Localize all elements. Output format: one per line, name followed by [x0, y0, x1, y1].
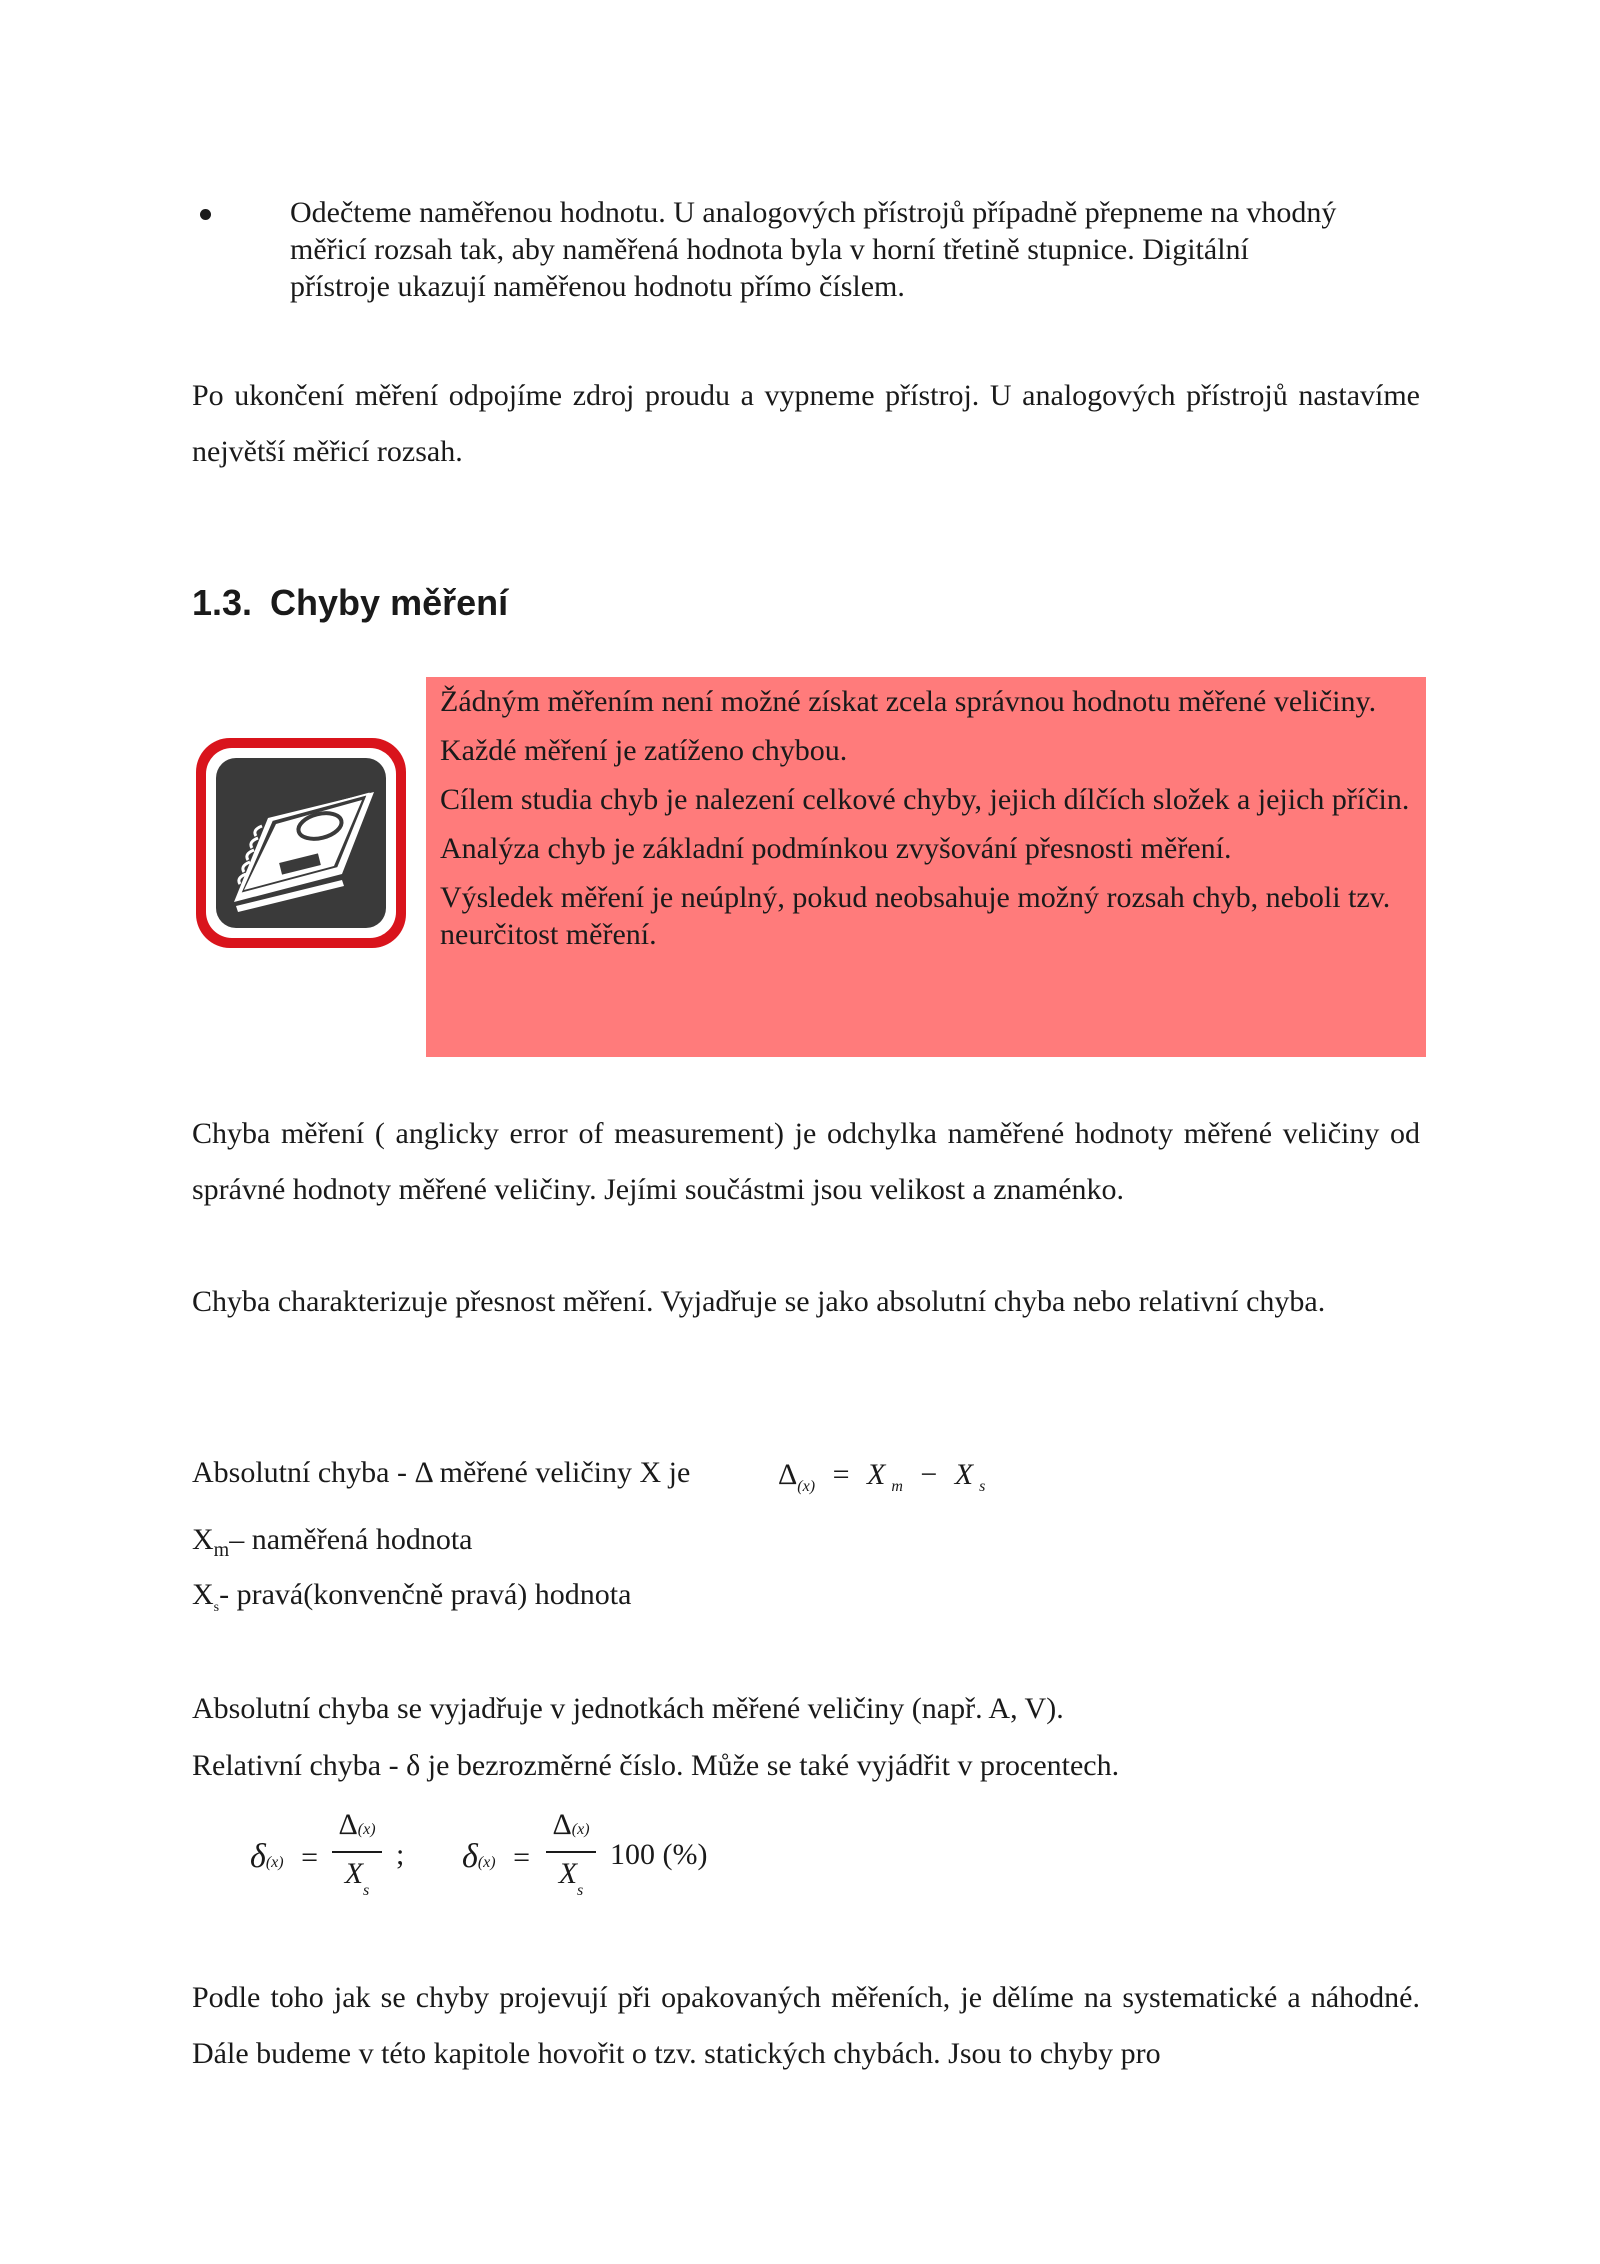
- formula-right: [462, 1838, 530, 1876]
- formula-subscript: s: [577, 1882, 584, 1899]
- callout-line: Analýza chyb je základní podmínkou zvyšování přesnosti měření.: [440, 832, 1232, 865]
- xs-subscript: s: [213, 1600, 220, 1615]
- callout-line: Výsledek měření je neúplný, pokud neobsahuje možný rozsah chyb, neboli tzv. neurčitost měření.: [440, 881, 1391, 951]
- formula-subscript: (x): [797, 1478, 816, 1495]
- formula-subscript: m: [891, 1478, 903, 1495]
- formula-separator: ;: [396, 1838, 405, 1871]
- formula-symbol: Δ: [778, 1458, 798, 1491]
- xm-definition: [192, 1521, 472, 1569]
- formula-subscript: (x): [477, 1854, 496, 1871]
- xm-text: – naměřená hodnota: [229, 1523, 473, 1556]
- formula-symbol: δ: [462, 1838, 478, 1875]
- fraction-denominator: [546, 1857, 596, 1899]
- formula-symbol: Δ: [338, 1808, 358, 1841]
- formula-symbol: X: [866, 1458, 886, 1491]
- notebook-icon: [192, 734, 410, 952]
- formula-operator: =: [832, 1458, 850, 1491]
- xs-definition: [192, 1576, 631, 1627]
- absolute-error-label: Absolutní chyba - Δ měřené veličiny X je: [192, 1456, 691, 1489]
- formula-operator: −: [920, 1458, 938, 1491]
- callout-box: [426, 677, 1426, 1057]
- formula-subscript: s: [979, 1478, 986, 1495]
- xs-text: - pravá(konvenčně pravá) hodnota: [219, 1578, 632, 1611]
- paragraph-error-definition: Chyba měření ( anglicky error of measurement) je odchylka naměřené hodnoty měřené veličiny od správné hodnoty měřené veličiny. Jejími součástmi jsou velikost a znaménko.: [192, 1117, 1420, 1206]
- xm-symbol: X: [192, 1523, 214, 1556]
- fraction-bar: [546, 1851, 596, 1853]
- relative-error-formulas: [250, 1808, 850, 1908]
- formula-subscript: (x): [571, 1821, 590, 1838]
- fraction-right: [546, 1808, 596, 1899]
- callout-line: Žádným měřením není možné získat zcela správnou hodnotu měřené veličiny.: [440, 685, 1377, 718]
- formula-operator: =: [513, 1841, 530, 1874]
- formula-subscript: s: [363, 1882, 370, 1899]
- fraction-bar: [332, 1851, 382, 1853]
- relative-error-label: Relativní chyba - δ je bezrozměrné číslo. Může se také vyjádřit v procentech.: [192, 1749, 1120, 1782]
- absolute-error-formula: [778, 1458, 985, 1496]
- section-title: Chyby měření: [270, 582, 509, 623]
- callout-line: Každé měření je zatíženo chybou.: [440, 734, 848, 767]
- section-number: 1.3.: [192, 582, 253, 623]
- absolute-error-units: Absolutní chyba se vyjadřuje v jednotkách měřené veličiny (např. A, V).: [192, 1692, 1064, 1725]
- xm-subscript: m: [213, 1539, 230, 1561]
- bullet-text: Odečteme naměřenou hodnotu. U analogových přístrojů případně přepneme na vhodný měřicí rozsah tak, aby naměřená hodnota byla v horní třetině stupnice. Digitální přístroje ukazují naměřenou hodnotu přímo číslem.: [290, 196, 1337, 303]
- formula-left: [250, 1838, 318, 1876]
- formula-symbol: X: [344, 1857, 364, 1890]
- fraction-left: [332, 1808, 382, 1899]
- formula-operator: =: [301, 1841, 318, 1874]
- paragraph-error-types: Podle toho jak se chyby projevují při opakovaných měřeních, je dělíme na systematické a náhodné. Dále budeme v této kapitole hovořit o tzv. statických chybách. Jsou to chyby pro: [192, 1981, 1420, 2070]
- section-heading: [192, 582, 508, 624]
- fraction-numerator: [546, 1808, 596, 1847]
- list-item: [238, 194, 1338, 305]
- callout-line: Cílem studia chyb je nalezení celkové chyby, jejich dílčích složek a jejich příčin.: [440, 783, 1410, 816]
- formula-factor: 100 (%): [610, 1838, 708, 1871]
- formula-symbol: δ: [250, 1838, 266, 1875]
- fraction-denominator: [332, 1857, 382, 1899]
- bullet-list: [238, 194, 1338, 305]
- fraction-numerator: [332, 1808, 382, 1847]
- formula-subscript: (x): [357, 1821, 376, 1838]
- formula-symbol: Δ: [552, 1808, 572, 1841]
- paragraph-accuracy: Chyba charakterizuje přesnost měření. Vyjadřuje se jako absolutní chyba nebo relativní chyba.: [192, 1285, 1326, 1318]
- xs-symbol: X: [192, 1578, 214, 1611]
- formula-symbol: X: [954, 1458, 974, 1491]
- formula-subscript: (x): [265, 1854, 284, 1871]
- bullet-icon: [200, 209, 211, 220]
- paragraph-measurement-end: Po ukončení měření odpojíme zdroj proudu a vypneme přístroj. U analogových přístrojů nastavíme největší měřicí rozsah.: [192, 379, 1420, 468]
- formula-symbol: X: [558, 1857, 578, 1890]
